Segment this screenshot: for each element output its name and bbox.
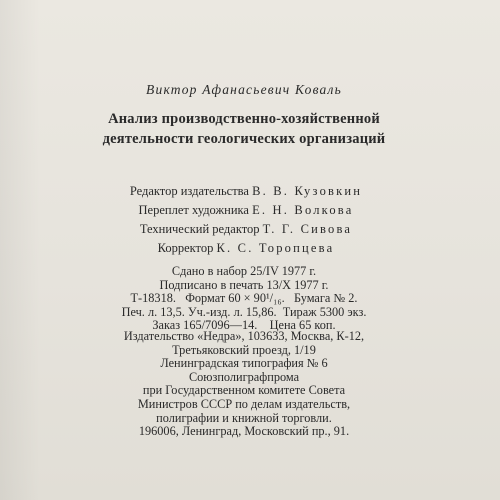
credit-role: Переплет художника (138, 203, 249, 217)
author-name: Виктор Афанасьевич Коваль (146, 82, 342, 97)
publisher-line: Союзполиграфпрома (188, 369, 300, 384)
sheets-row (0, 306, 494, 320)
book-title (0, 109, 494, 149)
print-sheets: Печ. л. 13,5. Уч.-изд. л. 15,86. (121, 304, 277, 319)
title-line-2: деятельности геологических организаций (102, 131, 386, 147)
print-details (0, 265, 494, 333)
publisher-line: 196006, Ленинград, Московский пр., 91. (138, 424, 350, 439)
credit-cover-artist (0, 201, 496, 220)
publisher-line: Издательство «Недра», 103633, Москва, К-12, (123, 329, 365, 343)
credit-name: Т. Г. Сивова (262, 222, 353, 236)
credit-role: Корректор (157, 241, 214, 255)
credit-role: Технический редактор (139, 222, 260, 236)
credit-editor (0, 182, 496, 201)
publisher-line: полиграфии и книжной торговли. (156, 410, 332, 425)
credit-name: В. В. Кузовкин (252, 184, 363, 198)
print-format: Формат 60 × 90¹/₁₆. (185, 291, 285, 306)
publisher-line: Ленинградская типография № 6 (160, 356, 328, 371)
submitted-date: Сдано в набор 25/IV 1977 г. (171, 264, 317, 278)
credit-name: Е. Н. Волкова (252, 203, 354, 217)
credit-name: К. С. Торопцева (216, 241, 335, 255)
title-line-1: Анализ производственно-хозяйственной (108, 111, 380, 127)
publisher-line: Министров СССР по делам издательств, (137, 396, 351, 411)
print-paper: Бумага № 2. (293, 291, 358, 306)
publisher-info (0, 330, 494, 439)
print-code: Т-18318. (130, 291, 176, 306)
publisher-line: Третьяковский проезд, 1/19 (172, 342, 316, 357)
print-run: Тираж 5300 экз. (282, 304, 367, 319)
credit-role: Редактор издательства (129, 184, 249, 198)
format-row (0, 292, 494, 306)
print-order: Заказ 165/7096—14. (152, 318, 258, 333)
credits-list (0, 182, 496, 258)
publisher-line: при Государственном комитете Совета (142, 383, 346, 398)
signed-date: Подписано в печать 13/X 1977 г. (159, 277, 329, 292)
credit-proofreader (0, 239, 496, 258)
print-price: Цена 65 коп. (269, 318, 336, 333)
credit-tech-editor (0, 220, 496, 239)
